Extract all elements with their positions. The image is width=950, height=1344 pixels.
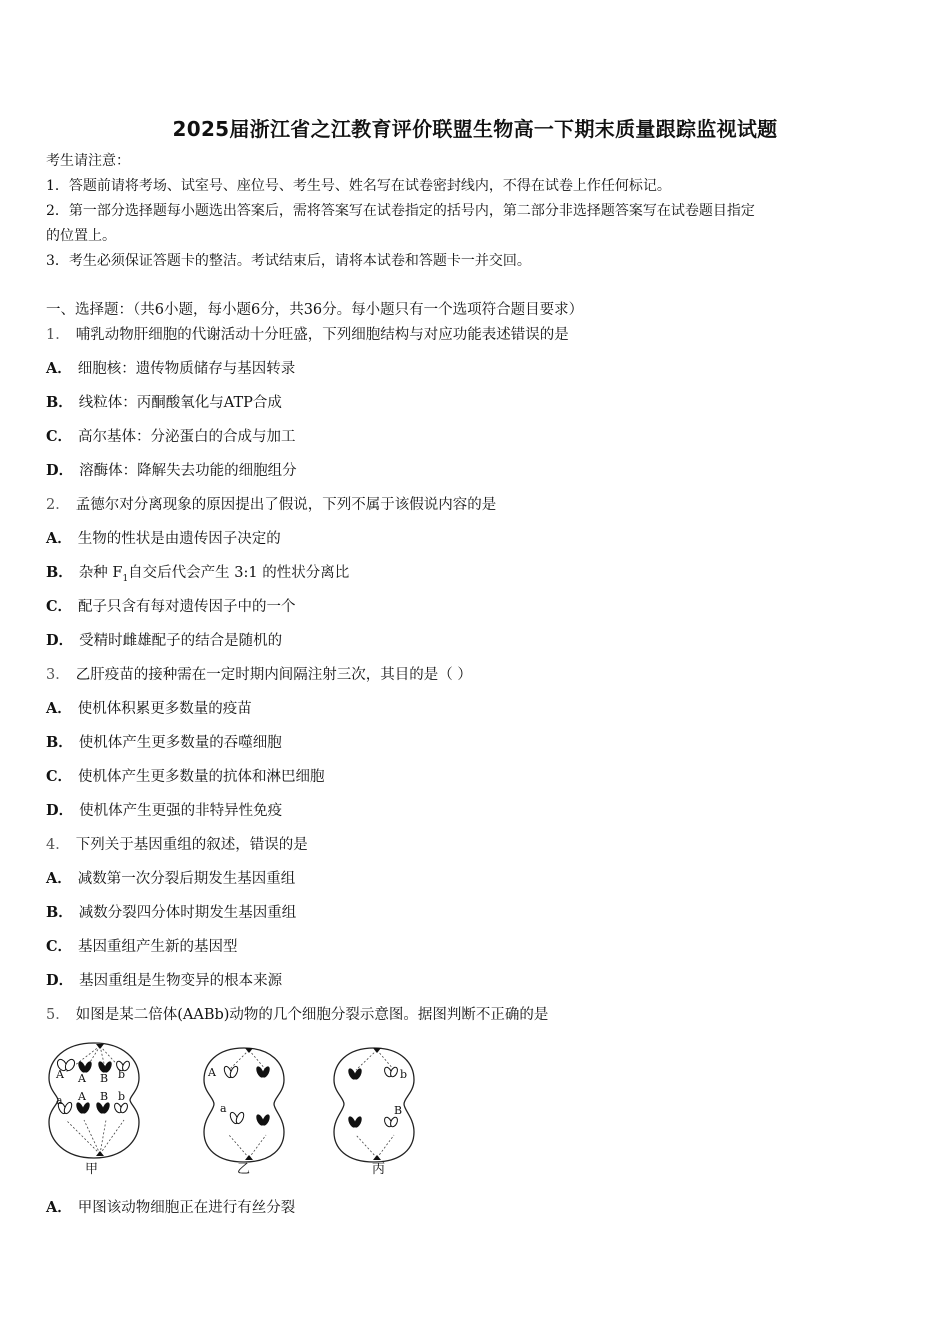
option-letter: A．: [46, 530, 72, 547]
gene-label: B: [394, 1104, 403, 1117]
q4-option-d[interactable]: [46, 971, 282, 991]
cell-yi-outline: [204, 1048, 284, 1162]
fig-label-yi: 乙: [237, 1162, 251, 1177]
option-text: 溶酶体：降解失去功能的细胞组分: [79, 463, 297, 479]
q3-option-d[interactable]: [46, 801, 282, 821]
page-title: 2025届浙江省之江教育评价联盟生物高一下期末质量跟踪监视试题: [172, 117, 778, 141]
notice-item-1: 1．答题前请将考场、试室号、座位号、考生号、姓名写在试卷密封线内，不得在试卷上作任何标记。: [46, 178, 671, 194]
option-letter: D．: [46, 632, 74, 649]
q5-option-a[interactable]: [46, 1198, 295, 1218]
option-text: 减数分裂四分体时期发生基因重组: [78, 905, 297, 921]
question-3: [46, 665, 472, 685]
option-text: 使机体积累更多数量的疫苗: [77, 701, 252, 717]
option-text: 减数第一次分裂后期发生基因重组: [77, 871, 296, 887]
gene-label: a: [220, 1102, 227, 1115]
option-letter: C．: [46, 938, 73, 955]
option-text: 使机体产生更多数量的吞噬细胞: [78, 735, 282, 751]
subscript: 1: [122, 573, 129, 584]
notice-item-2: 2．第一部分选择题每小题选出答案后，需将答案写在试卷指定的括号内，第二部分非选择题答案写在试卷题目指定: [46, 203, 755, 219]
option-text: 线粒体：丙酮酸氧化与ATP合成: [78, 395, 282, 411]
option-letter: A．: [46, 1199, 72, 1216]
option-text: 基因重组是生物变异的根本来源: [79, 973, 283, 989]
option-letter: C．: [46, 598, 73, 615]
option-letter: D．: [46, 462, 74, 479]
option-text: 甲图该动物细胞正在进行有丝分裂: [77, 1200, 296, 1216]
q2-option-b[interactable]: [46, 563, 349, 589]
gene-label: b: [118, 1068, 126, 1081]
question-2: [46, 495, 496, 515]
option-letter: A．: [46, 700, 72, 717]
option-text: 受精时雌雄配子的结合是随机的: [79, 633, 283, 649]
option-text-cont: 自交后代会产生 3:1 的性状分离比: [128, 565, 350, 581]
question-text: 乙肝疫苗的接种需在一定时期内间隔注射三次，其目的是（ ）: [75, 667, 472, 683]
q4-option-a[interactable]: [46, 869, 295, 889]
gene-label: b: [400, 1068, 408, 1081]
gene-label: A: [78, 1090, 86, 1103]
option-text: 基因重组产生新的基因型: [78, 939, 238, 955]
section-heading: 一、选择题：（共6小题，每小题6分，共36分。每小题只有一个选项符合题目要求）: [46, 302, 584, 318]
q2-option-a[interactable]: [46, 529, 281, 549]
option-letter: C．: [46, 428, 73, 445]
fig-label-bing: 丙: [372, 1162, 386, 1177]
option-text: 高尔基体：分泌蛋白的合成与加工: [78, 429, 296, 445]
cell-division-figure: [44, 1040, 444, 1180]
gene-label: A: [208, 1066, 216, 1079]
option-letter: C．: [46, 768, 73, 785]
option-letter: B．: [46, 904, 73, 921]
notice-item-3: 3．考生必须保证答题卡的整洁。考试结束后，请将本试卷和答题卡一并交回。: [46, 253, 531, 269]
question-text: 如图是某二倍体(AABb)动物的几个细胞分裂示意图。据图判断不正确的是: [75, 1007, 549, 1023]
question-5: [46, 1005, 548, 1025]
option-text: 使机体产生更强的非特异性免疫: [79, 803, 283, 819]
question-1: [46, 325, 569, 345]
gene-label: a: [56, 1094, 63, 1107]
gene-label: A: [56, 1068, 64, 1081]
gene-label: A: [78, 1072, 86, 1085]
q1-option-b[interactable]: [46, 393, 282, 413]
question-number: 3．: [46, 667, 70, 683]
question-number: 2．: [46, 497, 70, 513]
option-text: 生物的性状是由遗传因子决定的: [77, 531, 281, 547]
q3-option-c[interactable]: [46, 767, 325, 787]
option-letter: B．: [46, 394, 73, 411]
option-letter: B．: [46, 564, 73, 581]
option-text: 杂种 F: [78, 565, 123, 581]
fig-label-jia: 甲: [85, 1162, 99, 1177]
q4-option-c[interactable]: [46, 937, 238, 957]
notice-heading: 考生请注意：: [46, 153, 130, 169]
question-4: [46, 835, 308, 855]
gene-label: B: [100, 1072, 109, 1085]
question-text: 孟德尔对分离现象的原因提出了假说，下列不属于该假说内容的是: [75, 497, 497, 513]
q1-option-d[interactable]: [46, 461, 297, 481]
q3-option-a[interactable]: [46, 699, 252, 719]
q2-option-d[interactable]: [46, 631, 282, 651]
question-text: 下列关于基因重组的叙述，错误的是: [75, 837, 308, 853]
question-number: 4．: [46, 837, 70, 853]
q4-option-b[interactable]: [46, 903, 296, 923]
notice-item-2-cont: 的位置上。: [46, 228, 116, 244]
option-text: 配子只含有每对遗传因子中的一个: [78, 599, 296, 615]
option-letter: A．: [46, 360, 72, 377]
option-letter: A．: [46, 870, 72, 887]
q2-option-c[interactable]: [46, 597, 296, 617]
option-letter: D．: [46, 972, 74, 989]
gene-label: b: [118, 1090, 126, 1103]
question-number: 1．: [46, 327, 70, 343]
option-text: 使机体产生更多数量的抗体和淋巴细胞: [78, 769, 325, 785]
option-letter: D．: [46, 802, 74, 819]
q1-option-c[interactable]: [46, 427, 296, 447]
question-number: 5．: [46, 1007, 70, 1023]
option-letter: B．: [46, 734, 73, 751]
option-text: 细胞核：遗传物质储存与基因转录: [77, 361, 296, 377]
gene-label: B: [100, 1090, 109, 1103]
question-text: 哺乳动物肝细胞的代谢活动十分旺盛，下列细胞结构与对应功能表述错误的是: [75, 327, 569, 343]
q3-option-b[interactable]: [46, 733, 282, 753]
q1-option-a[interactable]: [46, 359, 295, 379]
